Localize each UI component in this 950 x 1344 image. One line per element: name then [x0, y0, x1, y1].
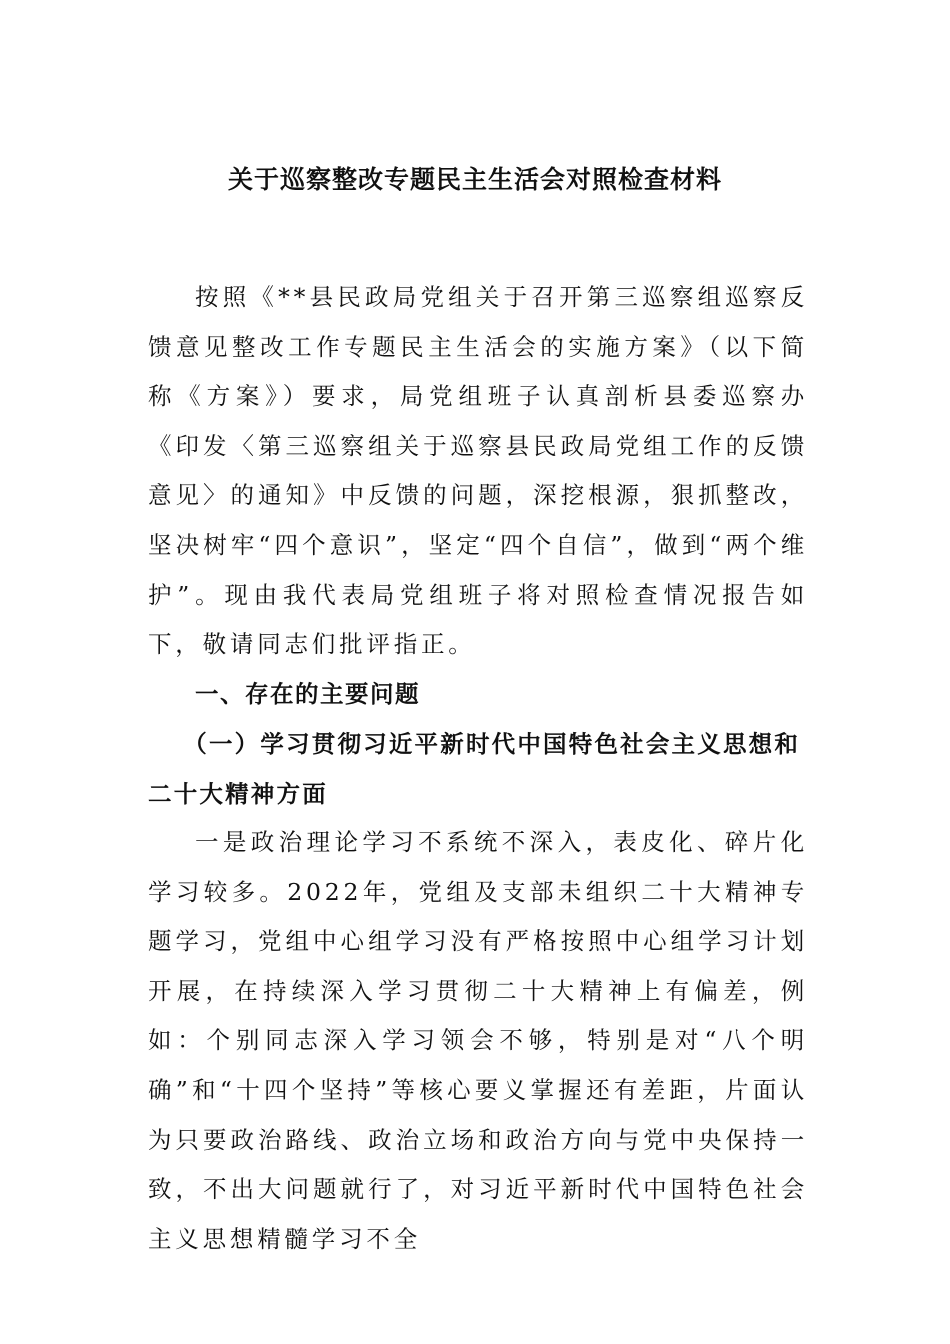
document-title: 关于巡察整改专题民主生活会对照检查材料 [227, 165, 722, 194]
section-heading-main-problems: 一、存在的主要问题 [195, 680, 420, 708]
intro-paragraph: 按照《**县民政局党组关于召开第三巡察组巡察反馈意见整改工作专题民主生活会的实施方案》（以下简称《方案》）要求，局党组班子认真剖析县委巡察办《印发〈第三巡察组关于巡察县民政局党组工作的反馈意见〉的通知》中反馈的问题，深挖根源，狠抓整改，坚决树牢“四个意识”，坚定“四个自信”，做到“两个维护”。现由我代表局党组班子将对照检查情况报告如下，敬请同志们批评指正。 [148, 283, 808, 659]
subsection-paragraph-study: 一是政治理论学习不系统不深入，表皮化、碎片化学习较多。2022年，党组及支部未组织二十大精神专题学习，党组中心组学习没有严格按照中心组学习计划开展，在持续深入学习贯彻二十大精神上有偏差，例如：个别同志深入学习领会不够，特别是对“八个明确”和“十四个坚持”等核心要义掌握还有差距，片面认为只要政治路线、政治立场和政治方向与党中央保持一致，不出大问题就行了，对习近平新时代中国特色社会主义思想精髓学习不全 [148, 828, 808, 1253]
subsection-heading-study: （一）学习贯彻习近平新时代中国特色社会主义思想和二十大精神方面 [148, 730, 801, 808]
